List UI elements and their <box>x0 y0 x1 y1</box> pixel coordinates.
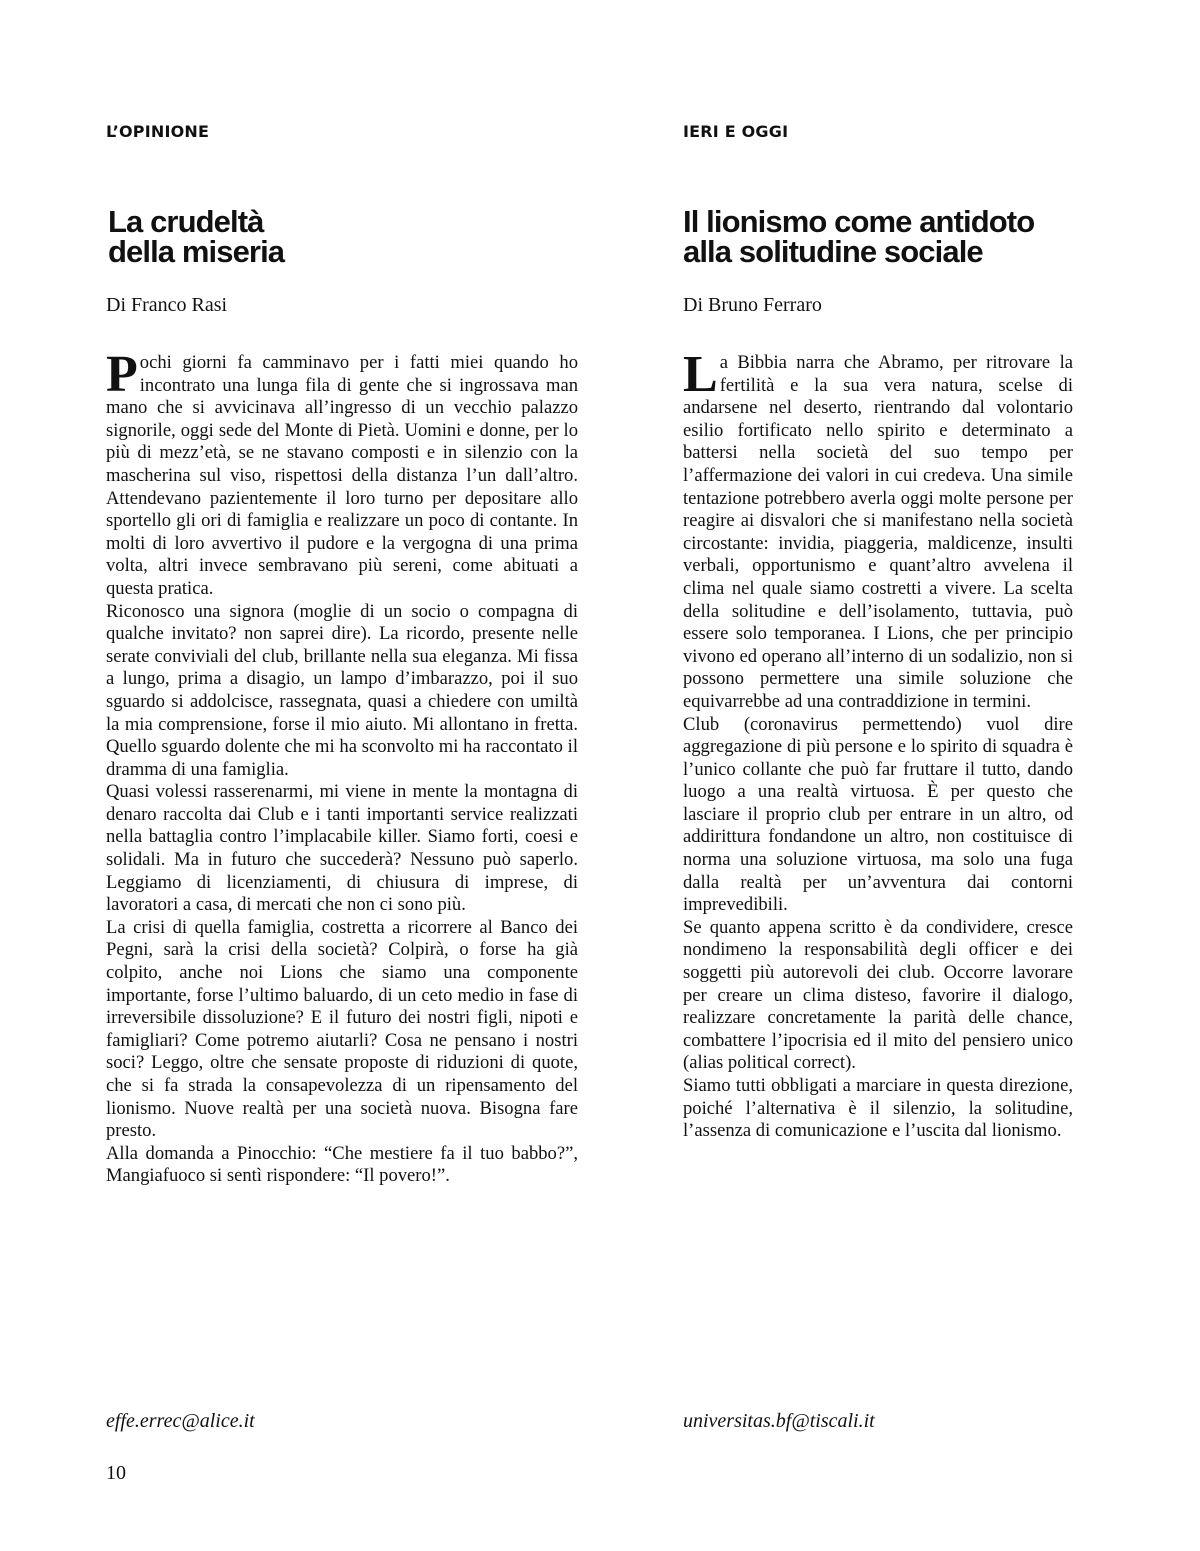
headline-line: alla solitudine sociale <box>683 234 983 269</box>
section-label: L’OPINIONE <box>106 122 210 141</box>
article-body <box>106 346 578 1188</box>
body-paragraph: La crisi di quella famiglia, costretta a ricorrere al Banco dei Pegni, sarà la crisi della società? Colpirà, o forse ha già colpito, anche noi Lions che siamo una componente importante, forse l’ultimo baluardo, di un ceto medio in fase di irreversibile dissoluzione? E il futuro dei nostri figli, nipoti e famigliari? Come potremo aiutarli? Cosa ne pensano i nostri soci? Leggo, oltre che sensate proposte di riduzioni di quote, che si fa strada la consapevolezza di un ripensamento del lionismo. Nuove realtà per una società nuova. Bisogna fare presto. <box>106 916 578 1142</box>
body-paragraph: Club (coronavirus permettendo) vuol dire aggregazione di più persone e lo spirito di squadra è l’unico collante che può far fruttare il tutto, dando luogo a una realtà virtuosa. È per questo che lasciare il proprio club per entrare in un altro, od addirittura fondandone un altro, non costituisce di norma una soluzione virtuosa, ma solo una fuga dalla realtà per un’avventura dai contorni imprevedibili. <box>683 713 1073 916</box>
drop-cap: P <box>106 346 138 403</box>
headline-line: La crudeltà <box>108 204 264 239</box>
paragraph-text: ochi giorni fa camminavo per i fatti miei quando ho incontrato una lunga fila di gente che si ingrossava man mano che si avvicinava all’ingresso di un vecchio palazzo signorile, oggi sede del Monte di Pietà. Uomini e donne, per lo più di mezz’età, se ne stavano composti e in silenzio con la mascherina sul viso, rispettosi della distanza l’un dall’altro. Attendevano pazientemente il loro turno per depositare allo sportello gli ori di famiglia e realizzare un poco di contante. In molti di loro avvertivo il pudore e la vergogna di una prima volta, altri invece sembravano più sereni, come abituati a questa pratica. <box>106 352 578 599</box>
section-label: IERI E OGGI <box>683 122 789 141</box>
page-number: 10 <box>106 1462 126 1484</box>
byline: Di Bruno Ferraro <box>683 294 822 316</box>
body-paragraph: Se quanto appena scritto è da condividere, cresce nondimeno la responsabilità degli officer e dei soggetti più autorevoli dei club. Occorre lavorare per creare un clima disteso, favorire il dialogo, realizzare concretamente la parità delle chance, combattere l’ipocrisia ed il mito del pensiero unico (alias political correct). <box>683 916 1073 1074</box>
body-paragraph: Alla domanda a Pinocchio: “Che mestiere fa il tuo babbo?”, Mangiafuoco si sentì rispondere: “Il povero!”. <box>106 1142 578 1187</box>
body-paragraph <box>683 346 1073 714</box>
drop-cap: L <box>683 346 718 403</box>
author-email: universitas.bf@tiscali.it <box>683 1410 875 1432</box>
author-email: effe.errec@alice.it <box>106 1410 255 1432</box>
article-headline <box>108 204 285 269</box>
headline-line: della miseria <box>108 234 285 269</box>
article-headline <box>683 204 1035 269</box>
headline-line: Il lionismo come antidoto <box>683 204 1035 239</box>
body-paragraph <box>106 346 578 601</box>
body-paragraph: Siamo tutti obbligati a marciare in questa direzione, poiché l’alternativa è il silenzio, la solitudine, l’assenza di comunicazione e l’uscita dal lionismo. <box>683 1075 1073 1142</box>
body-paragraph: Riconosco una signora (moglie di un socio o compagna di qualche invitato? non saprei dire). La ricordo, presente nelle serate conviviali del club, brillante nella sua eleganza. Mi fissa a lungo, prima a disagio, un lampo d’imbarazzo, poi il suo sguardo si addolcisce, rassegnata, quasi a chiedere con umiltà la mia comprensione, forse il mio aiuto. Mi allontano in fretta. Quello sguardo dolente che mi ha sconvolto mi ha raccontato il dramma di una famiglia. <box>106 600 578 780</box>
article-body <box>683 346 1073 1143</box>
paragraph-text: a Bibbia narra che Abramo, per ritrovare la fertilità e la sua vera natura, scelse di andarsene nel deserto, rientrando dal volontario esilio fortificato nello spirito e determinato a battersi nella società del suo tempo per l’affermazione dei valori in cui credeva. Una simile tentazione potrebbero averla oggi molte persone per reagire ai disvalori che si manifestano nella società circostante: invidia, piaggeria, maldicenze, insulti verbali, opportunismo e quant’altro avvelena il clima nel quale siamo costretti a vivere. La scelta della solitudine e dell’isolamento, tuttavia, può essere solo temporanea. I Lions, che per principio vivono ed operano all’interno di un sodalizio, non si possono permettere una simile soluzione che equivarrebbe ad una contraddizione in termini. <box>683 352 1073 712</box>
body-paragraph: Quasi volessi rasserenarmi, mi viene in mente la montagna di denaro raccolta dai Club e i tanti importanti service realizzati nella battaglia contro l’implacabile killer. Siamo forti, coesi e solidali. Ma in futuro che succederà? Nessuno può saperlo. Leggiamo di licenziamenti, di chiusura di imprese, di lavoratori a casa, di mercati che non ci sono più. <box>106 781 578 916</box>
byline: Di Franco Rasi <box>106 294 228 316</box>
